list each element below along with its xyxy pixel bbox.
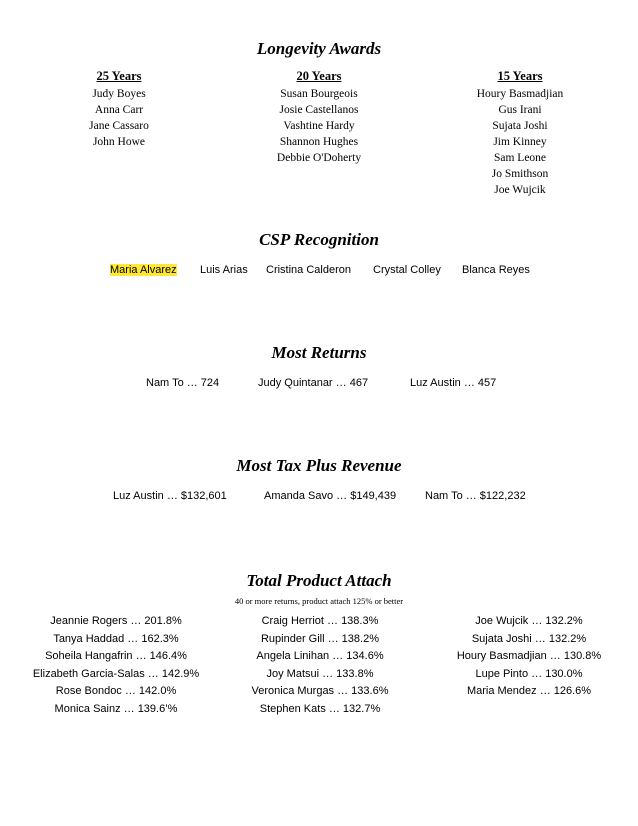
list-item: Josie Castellanos xyxy=(279,104,359,116)
list-item: Joe Wujcik … 132.2% xyxy=(475,615,583,627)
tax-plus-revenue-row xyxy=(0,490,638,506)
list-item: Anna Carr xyxy=(94,104,144,116)
return-entry: Judy Quintanar … 467 xyxy=(258,377,369,389)
list-item: Sam Leone xyxy=(493,152,547,164)
most-returns-row xyxy=(0,377,638,393)
list-item: John Howe xyxy=(92,136,146,148)
return-entry: Luz Austin … 457 xyxy=(410,377,497,389)
product-attach-column-1 xyxy=(18,613,214,718)
list-item: Houry Basmadjian … 130.8% xyxy=(456,650,602,662)
list-item: Craig Herriot … 138.3% xyxy=(261,615,379,627)
list-item: Rupinder Gill … 138.2% xyxy=(260,632,379,645)
list-item: Houry Basmadjian xyxy=(476,88,564,100)
list-item: Jim Kinney xyxy=(493,136,547,148)
return-entry: Nam To … 724 xyxy=(146,377,220,389)
column-heading: 25 Years xyxy=(96,69,142,83)
csp-name-highlighted: Maria Alvarez xyxy=(110,264,177,276)
tax-plus-revenue-heading: Most Tax Plus Revenue xyxy=(236,456,402,475)
product-attach-column-2 xyxy=(228,613,412,718)
list-item: Tanya Haddad … 162.3% xyxy=(53,632,179,645)
list-item: Angela Linihan … 134.6% xyxy=(256,650,384,662)
csp-names-row xyxy=(0,264,638,280)
product-attach-subtitle: 40 or more returns, product attach 125% or better xyxy=(234,596,404,606)
list-item: Sujata Joshi xyxy=(492,120,548,132)
csp-name: Blanca Reyes xyxy=(462,264,530,276)
list-item: Soheila Hangafrin … 146.4% xyxy=(45,650,187,662)
list-item: Sujata Joshi … 132.2% xyxy=(471,632,587,645)
list-item: Judy Boyes xyxy=(92,88,146,100)
csp-name: Crystal Colley xyxy=(373,264,441,276)
revenue-entry: Amanda Savo … $149,439 xyxy=(264,490,397,502)
longevity-20-years-column xyxy=(249,68,389,166)
list-item: Jeannie Rogers … 201.8% xyxy=(50,615,182,627)
product-attach-column-3 xyxy=(440,613,618,701)
product-attach-heading: Total Product Attach xyxy=(246,571,392,590)
list-item: Jo Smithson xyxy=(491,168,549,180)
list-item: Gus Irani xyxy=(498,104,542,116)
list-item: Elizabeth Garcia-Salas … 142.9% xyxy=(32,667,200,680)
list-item: Rose Bondoc … 142.0% xyxy=(55,685,177,697)
revenue-entry: Nam To … $122,232 xyxy=(425,490,526,502)
column-heading: 20 Years xyxy=(296,69,342,83)
list-item: Veronica Murgas … 133.6% xyxy=(251,685,389,697)
list-item: Vashtine Hardy xyxy=(283,120,355,132)
list-item: Joe Wujcik xyxy=(494,184,546,196)
list-item: Jane Cassaro xyxy=(89,120,149,132)
list-item: Joy Matsui … 133.8% xyxy=(266,667,374,680)
column-heading: 15 Years xyxy=(497,69,543,83)
csp-name: Cristina Calderon xyxy=(266,264,351,276)
most-returns-heading: Most Returns xyxy=(271,343,367,362)
csp-name: Luis Arias xyxy=(200,264,248,276)
list-item: Monica Sainz … 139.6’% xyxy=(54,702,178,715)
list-item: Stephen Kats … 132.7% xyxy=(259,702,381,715)
list-item: Debbie O'Doherty xyxy=(276,152,362,164)
list-item: Susan Bourgeois xyxy=(280,88,358,100)
longevity-15-years-column xyxy=(455,68,585,198)
list-item: Maria Mendez … 126.6% xyxy=(466,685,592,697)
list-item: Lupe Pinto … 130.0% xyxy=(475,667,583,680)
longevity-25-years-column xyxy=(59,68,179,150)
list-item: Shannon Hughes xyxy=(279,136,359,148)
csp-recognition-heading: CSP Recognition xyxy=(259,230,379,249)
revenue-entry: Luz Austin … $132,601 xyxy=(113,490,227,502)
longevity-awards-heading: Longevity Awards xyxy=(256,39,382,58)
